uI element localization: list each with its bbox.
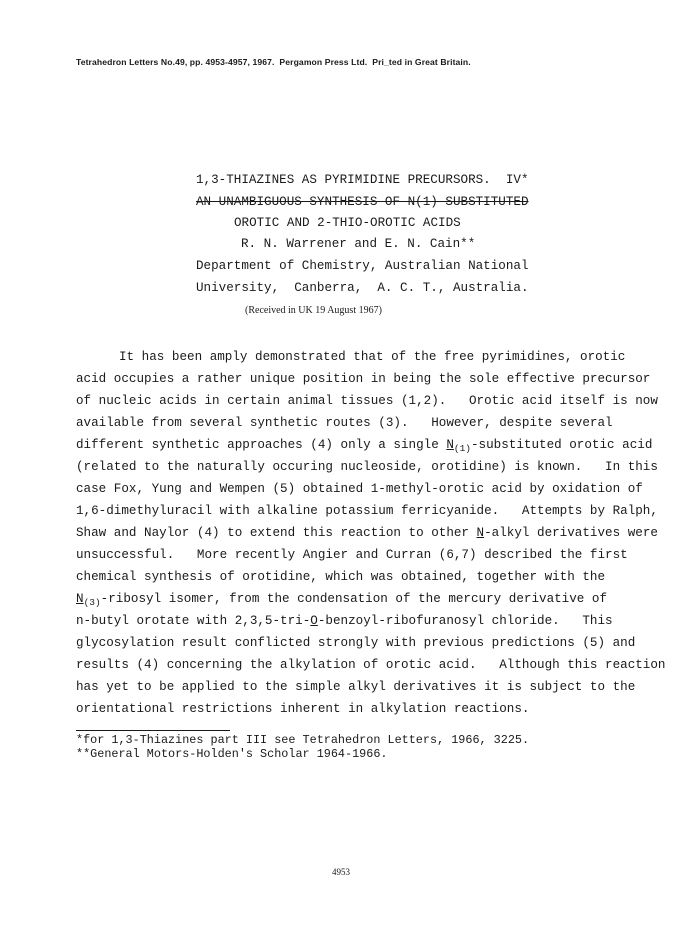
footnote: *for 1,3-Thiazines part III see Tetrahedron Letters, 1966, 3225. — [76, 733, 530, 747]
paragraph-line: n-butyl orotate with 2,3,5-tri-O-benzoyl-ribofuranosyl chloride. This — [76, 614, 613, 628]
title-line-1: 1,3-THIAZINES AS PYRIMIDINE PRECURSORS. IV* — [196, 173, 529, 187]
title-line-2: AN UNAMBIGUOUS SYNTHESIS OF N(1)-SUBSTITUTED — [196, 195, 529, 209]
footnote: **General Motors-Holden's Scholar 1964-1966. — [76, 747, 388, 761]
paragraph-line: 1,6-dimethyluracil with alkaline potassium ferricyanide. Attempts by Ralph, — [76, 504, 658, 518]
paragraph-line: chemical synthesis of orotidine, which was obtained, together with the — [76, 570, 606, 584]
received-date: (Received in UK 19 August 1967) — [245, 305, 382, 316]
page-number: 4953 — [332, 867, 350, 877]
authors: R. N. Warrener and E. N. Cain** — [241, 237, 476, 251]
paragraph-line: Shaw and Naylor (4) to extend this reaction to other N-alkyl derivatives were — [76, 526, 658, 540]
paragraph-line: case Fox, Yung and Wempen (5) obtained 1-methyl-orotic acid by oxidation of — [76, 482, 643, 496]
paragraph-line: orientational restrictions inherent in alkylation reactions. — [76, 702, 530, 716]
affiliation-line-1: Department of Chemistry, Australian National — [196, 259, 529, 273]
paragraph-line: has yet to be applied to the simple alkyl derivatives it is subject to the — [76, 680, 636, 694]
paragraph-line: available from several synthetic routes (3). However, despite several — [76, 416, 613, 430]
paragraph-line: glycosylation result conflicted strongly with previous predictions (5) and — [76, 636, 636, 650]
journal-header: Tetrahedron Letters No.49, pp. 4953-4957, 1967. Pergamon Press Ltd. Pri_ted in Great Britain. — [76, 57, 471, 67]
affiliation-line-2: University, Canberra, A. C. T., Australia. — [196, 281, 529, 295]
paragraph-line: It has been amply demonstrated that of the free pyrimidines, orotic — [119, 350, 626, 364]
paragraph-line: results (4) concerning the alkylation of orotic acid. Although this reaction — [76, 658, 666, 672]
footnote-rule — [76, 730, 230, 731]
title-line-3: OROTIC AND 2-THIO-OROTIC ACIDS — [234, 216, 461, 230]
paragraph-line: unsuccessful. More recently Angier and Curran (6,7) described the first — [76, 548, 628, 562]
paragraph-line: of nucleic acids in certain animal tissues (1,2). Orotic acid itself is now — [76, 394, 658, 408]
paragraph-line: acid occupies a rather unique position in being the sole effective precursor — [76, 372, 651, 386]
paragraph-line: (related to the naturally occuring nucleoside, orotidine) is known. In this — [76, 460, 658, 474]
paragraph-line: $N_{(3)}$-ribosyl isomer, from the condensation of the mercury derivative of — [76, 592, 608, 608]
paragraph-line: different synthetic approaches (4) only a single $N_{(1)}$-substituted orotic acid — [76, 438, 653, 454]
